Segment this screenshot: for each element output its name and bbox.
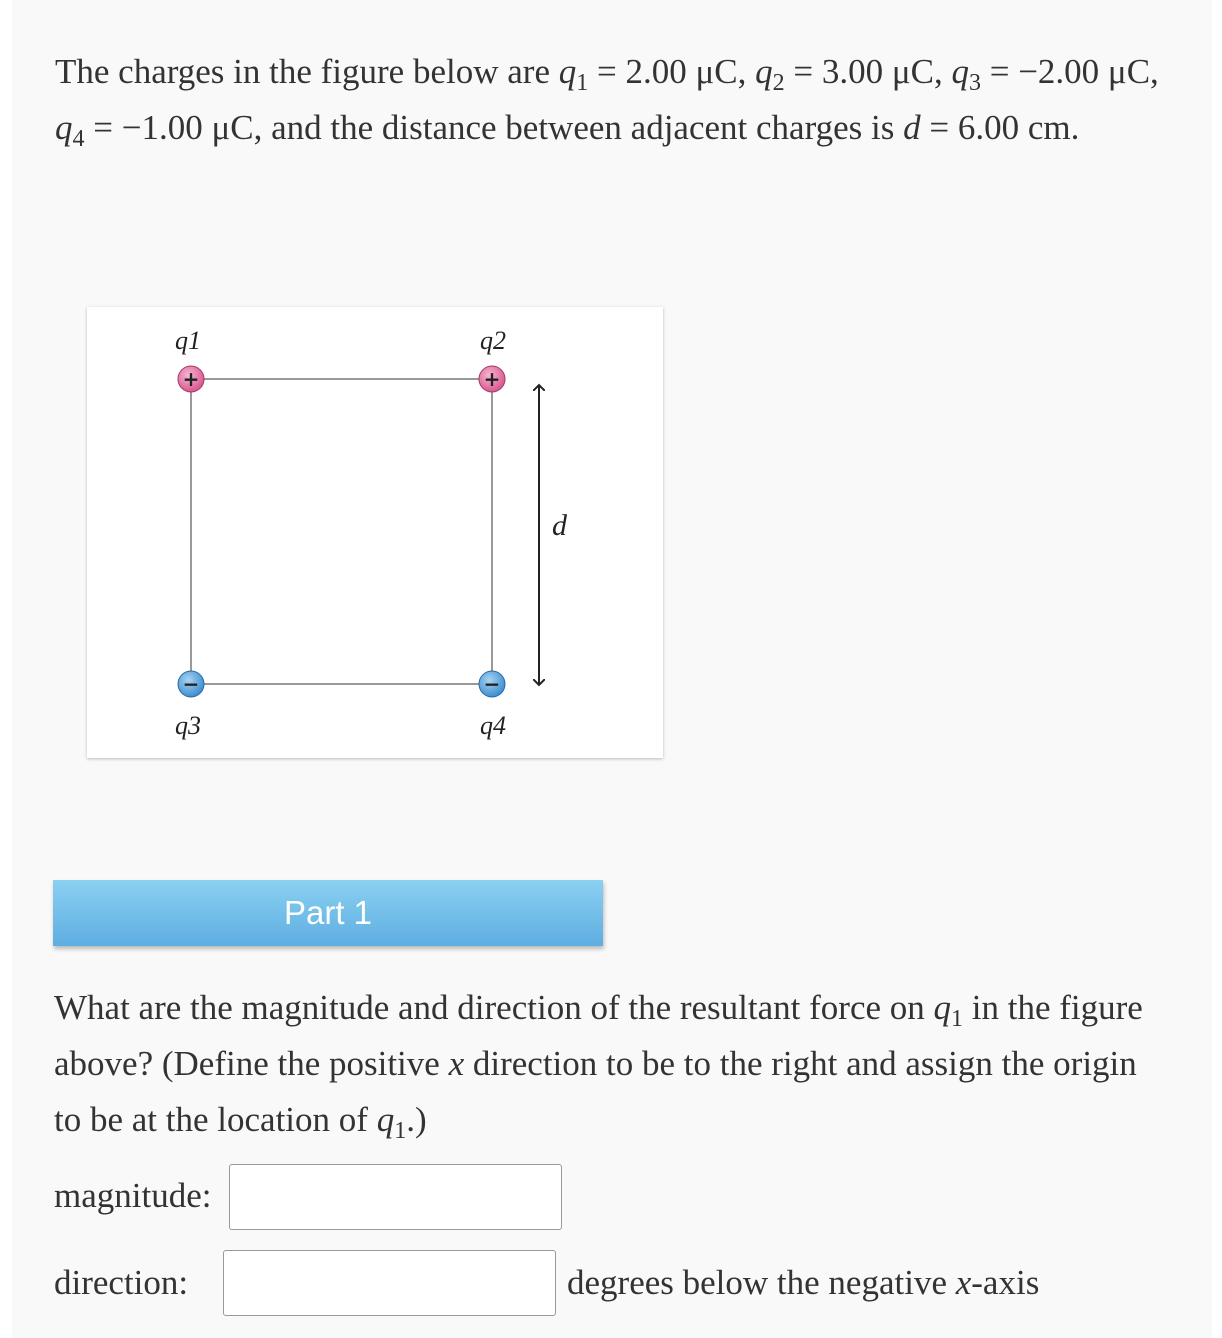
direction-units-label: degrees below the negative x-axis [567,1263,1040,1302]
charge-q1-sign: + [182,367,200,391]
charge-q2 [479,366,505,392]
label-d: d [552,509,567,542]
charge-diagram [87,307,663,758]
magnitude-label: magnitude: [54,1176,212,1215]
magnitude-input[interactable] [229,1164,562,1230]
problem-statement: The charges in the figure below are $q_1 = 2.00$ μC, $q_2 = 3.00$ μC, $q_3 = -2.00$ μC, $q_4 = -1.00$ μC, and the distance between adjacent charges is d = 6.00 cm. [55,52,1159,152]
label-q3: q3 [175,711,201,740]
part-label: Part 1 [283,894,373,931]
charge-q3 [178,671,204,697]
charge-q3-sign: − [182,672,200,696]
label-q4: q4 [480,711,506,740]
charge-q4 [479,671,505,697]
charge-q2-sign: + [483,367,501,391]
direction-input[interactable] [223,1250,556,1316]
part-1-header[interactable] [53,880,603,946]
question-text: What are the magnitude and direction of the resultant force on $q_1$ in the figure above? (Define the positive x direction to be to the right and assign the origin to be at the location of $q_1$.) [54,988,1143,1144]
label-q1: q1 [175,326,201,355]
charge-q1 [178,366,204,392]
label-q2: q2 [480,326,506,355]
charge-figure [87,307,663,758]
direction-label: direction: [54,1263,189,1302]
charge-q4-sign: − [483,672,501,696]
